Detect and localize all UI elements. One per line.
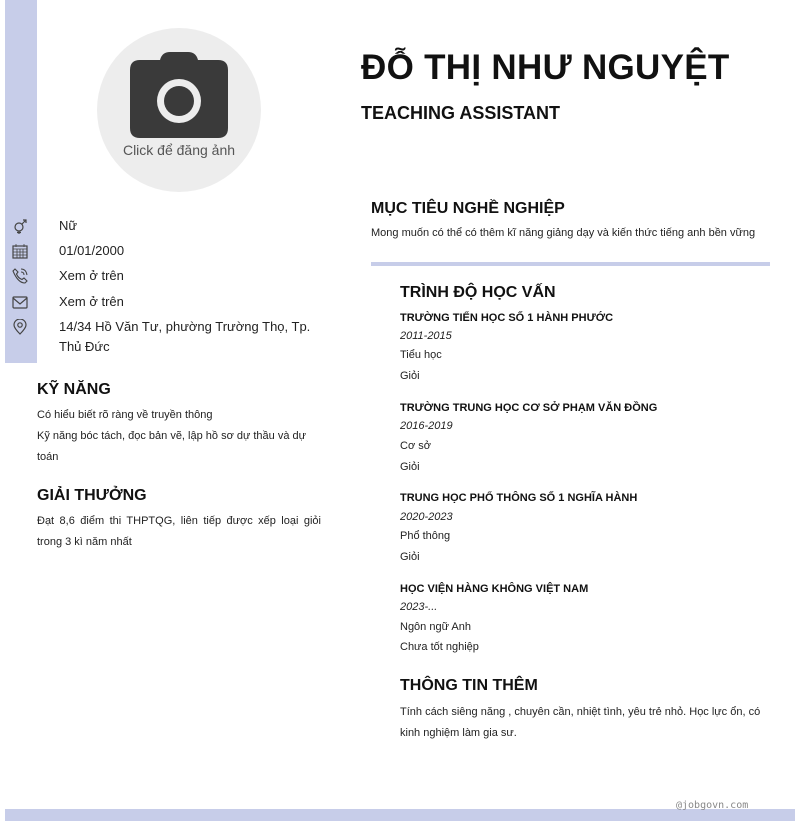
birthday-row xyxy=(0,241,330,263)
address-value xyxy=(59,317,310,357)
phone-value: Xem ở trên xyxy=(59,268,124,283)
education-school: HỌC VIỆN HÀNG KHÔNG VIỆT NAM xyxy=(400,583,589,595)
awards-line-1: Đạt 8,6 điểm thi THPTQG, liên tiếp được xếp loại giỏi xyxy=(37,515,321,527)
calendar-icon xyxy=(12,243,28,259)
skills-line-3: toán xyxy=(37,451,59,463)
gender-icon xyxy=(12,218,28,234)
gender-value: Nữ xyxy=(59,218,78,233)
phone-row xyxy=(0,266,330,288)
objective-title: MỤC TIÊU NGHỀ NGHIỆP xyxy=(371,200,565,217)
education-result: Chưa tốt nghiệp xyxy=(400,641,479,653)
section-divider xyxy=(371,262,770,266)
education-result: Giỏi xyxy=(400,551,420,563)
skills-line-1: Có hiểu biết rõ ràng về truyền thông xyxy=(37,409,213,421)
address-row xyxy=(0,317,330,359)
extra-info-line-1: Tính cách siêng năng , chuyên cần, nhiệt tình, yêu trẻ nhỏ. Học lực ổn, có xyxy=(400,706,761,718)
education-years: 2023-... xyxy=(400,601,438,613)
education-school: TRUNG HỌC PHỔ THÔNG SỐ 1 NGHĨA HÀNH xyxy=(400,492,638,504)
education-level: Cơ sở xyxy=(400,440,431,452)
birthday-value: 01/01/2000 xyxy=(59,243,125,258)
gender-row xyxy=(0,216,330,238)
education-result: Giỏi xyxy=(400,370,420,382)
location-pin-icon xyxy=(12,319,28,335)
education-level: Phổ thông xyxy=(400,530,451,542)
awards-line-2: trong 3 kì năm nhất xyxy=(37,536,132,548)
email-value: Xem ở trên xyxy=(59,294,124,309)
education-level: Tiểu học xyxy=(400,349,442,361)
mail-icon xyxy=(12,294,28,310)
education-level: Ngôn ngữ Anh xyxy=(400,621,471,633)
education-school: TRƯỜNG TIỂN HỌC SỐ 1 HÀNH PHƯỚC xyxy=(400,312,614,324)
education-title: TRÌNH ĐỘ HỌC VẤN xyxy=(400,284,556,301)
skills-title: KỸ NĂNG xyxy=(37,381,111,398)
education-result: Giỏi xyxy=(400,461,420,473)
education-years: 2016-2019 xyxy=(400,420,453,432)
extra-info-title: THÔNG TIN THÊM xyxy=(400,677,538,694)
education-school: TRƯỜNG TRUNG HỌC CƠ SỞ PHẠM VĂN ĐỒNG xyxy=(400,402,658,414)
education-years: 2011-2015 xyxy=(400,330,452,342)
watermark: @jobgovn.com xyxy=(676,800,749,811)
avatar-upload[interactable] xyxy=(97,28,261,192)
address-line-1: 14/34 Hồ Văn Tư, phường Trường Thọ, Tp. xyxy=(59,319,311,334)
job-title: TEACHING ASSISTANT xyxy=(361,103,561,123)
address-line-2: Thủ Đức xyxy=(59,339,110,354)
objective-text: Mong muốn có thể có thêm kĩ năng giảng dạy và kiến thức tiếng anh bền vững xyxy=(371,227,756,239)
avatar-caption: Click để đăng ảnh xyxy=(122,142,236,158)
full-name: ĐỖ THỊ NHƯ NGUYỆT xyxy=(361,48,730,87)
phone-icon xyxy=(12,268,28,284)
extra-info-line-2: kinh nghiệm làm gia sư. xyxy=(400,727,517,739)
camera-icon xyxy=(130,52,228,138)
email-row xyxy=(0,292,330,314)
awards-title: GIẢI THƯỞNG xyxy=(37,487,147,504)
skills-line-2: Kỹ năng bóc tách, đọc bản vẽ, lập hồ sơ dự thầu và dự xyxy=(37,430,307,442)
education-years: 2020-2023 xyxy=(400,511,453,523)
